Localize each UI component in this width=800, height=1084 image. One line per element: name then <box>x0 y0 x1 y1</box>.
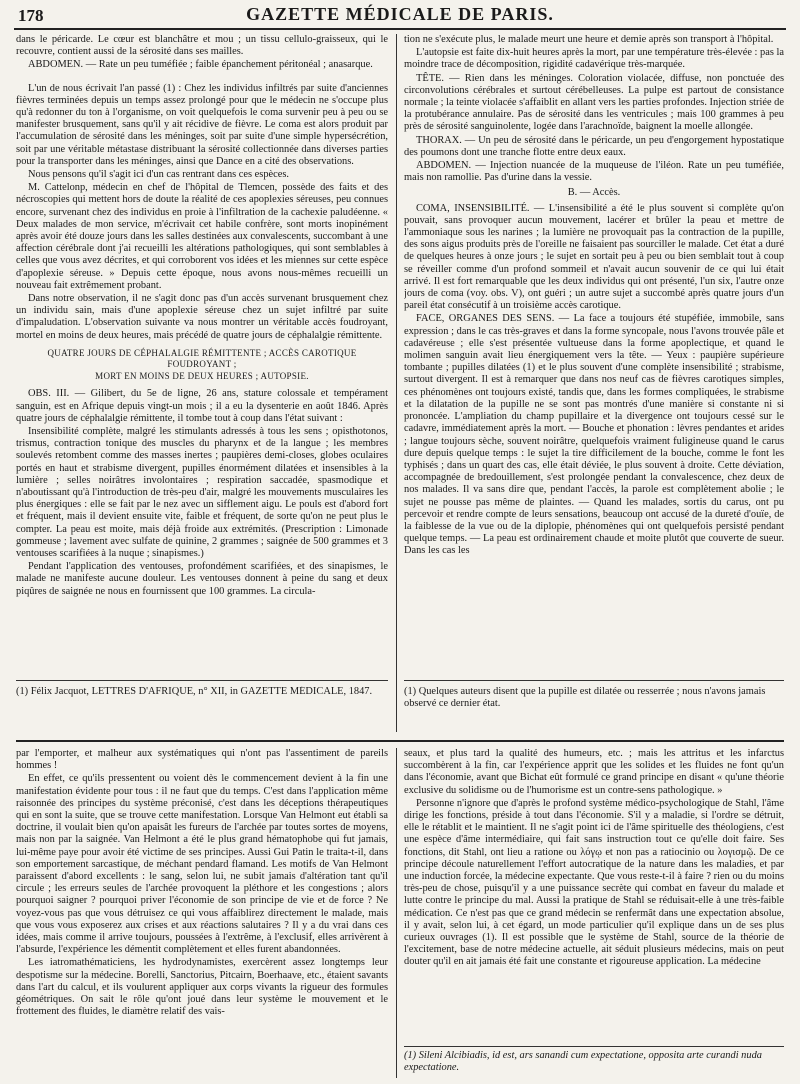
footnote-rule <box>404 1046 784 1047</box>
paragraph: En effet, ce qu'ils pressentent ou voient dès le commencement devient à la fin une manifestation évidente pour tous : il ne faut que du temps. C'est dans l'application même raisonnée des principes du système préconisé, c'est dans les déceptions thérapeutiques qui en sont la suite, que se trouve cette manifestation. Lorsque Van Helmont eut établi sa doctrine, il voulait bien qu'on apaisât les fureurs de l'archée par toutes sortes de moyens, mais non par la saignée. Van Helmont a été le plus grand hématophobe qui fut jamais, lui-même paye pour avoir été victime de ses principes. Aussi Gui Patin le traita-t-il, dans son emportement sarcastique, de méchant pendard flamand. Les motifs de Van Helmont paraissent d'abord excellents : le sang, selon lui, ne subit jamais d'altération tant qu'il circule ; les erreurs seules de l'archée provoquent la pléthore et les congestions ; alors pourquoi saigner ? pourquoi priver l'économie de son principe de vie et de force ? Ne voyez-vous pas que vous détruisez ce qui vous affaiblirez directement le malade, mais que vous vous exposerez aux crises et aux réactions salutaires ? Il y a du vrai dans ces idées, mais comme il arrive toujours, poussées à l'extrême, à l'exclusif, elles arrivèrent à l'absurde, l'expérience les démentit complètement et elles furent abandonnées. <box>16 773 388 956</box>
paragraph: OBS. III. — Gilibert, du 5e de ligne, 26 ans, stature colossale et tempérament sanguin, est en Afrique depuis vingt-un mois ; il a eu la dysenterie en août 1846. Après quatre jours de céphalalgie rémittente, il tombe tout à coup dans l'état suivant : <box>16 388 388 424</box>
paragraph: seaux, et plus tard la qualité des humeurs, etc. ; mais les attritus et les infarctus succombèrent à la fin, car l'expérience apprit que les solides et les fluides ne font qu'un dans l'économie, avant que Bichat eût formulé ce grand principe en disant « qu'une théorie exclusive du solidisme ou de l'humorisme est un contre-sens pathologique. » <box>404 748 784 796</box>
paragraph: M. Cattelonp, médecin en chef de l'hôpital de Tlemcen, possède des faits et des nécroscopies qui mettent hors de doute la réalité de ces apoplexies séreuses, peu connues encore, survenant chez des individus en proie à l'infiltration de la cachexie paludéenne. « Deux malades de mon service, m'écrivait cet habile confrère, sont morts inopinément après avoir été douze jours dans les salles destinées aux convalescents, succombant à une affection cérébrale dont j'ai recueilli les altérations pathologiques, qui sont semblables à celles que vous avez décrites, et qui corroborent vos idées et les miennes sur cette espèce d'apoplexie séreuse. » Depuis cette époque, nous avons nous-mêmes recueilli un nouveau fait extrêmement probant. <box>16 182 388 291</box>
paragraph: COMA, INSENSIBILITÉ. — L'insensibilité a été le plus souvent si complète qu'on pouvait, sans provoquer aucun mouvement, lacérer et brûler la peau et mettre de l'ammoniaque sous les narines ; la lumière ne provoquait pas la contraction de la pupille, des sons aigus produits près de l'oreille ne faisaient pas sourciller le malade. Cet état a duré de quelques heures à onze jours ; le sujet en sortait peu à peu ou bien semblait tout à coup se réveiller comme d'un profond sommeil et n'avait aucun souvenir de ce qui lui était arrivé. Il est fort remarquable que les deux individus qui ont présenté, l'un six, l'autre onze jours de coma (voy. obs. V), ont guéri ; un autre sujet a succombé après quatre jours d'un pareil état consécutif à un troisième accès carotique. <box>404 202 784 312</box>
paragraph: par l'emporter, et malheur aux systématiques qui n'ont pas l'assentiment de pareils hommes ! <box>16 748 388 772</box>
paragraph: dans le péricarde. Le cœur est blanchâtre et mou ; un tissu cellulo-graisseux, qui le recouvre, contient aussi de la sérosité dans ses mailles. <box>16 34 388 58</box>
page-header <box>14 4 786 30</box>
journal-title: GAZETTE MÉDICALE DE PARIS. <box>246 4 554 24</box>
paragraph: Les iatromathématiciens, les hydrodynamistes, exercèrent assez longtemps leur despotisme sur la médecine. Borelli, Sanctorius, Pitcairn, Boerhaave, etc., étaient savants dans l'art du calcul, et ils voulurent appliquer aux corps vivants la rigueur des formules géométriques. On sait le rôle qu'ont joué dans leur système le mouvement et le frottement des fluides, le diamètre relatif des vais- <box>16 957 388 1018</box>
paragraph: FACE, ORGANES DES SENS. — La face a toujours été stupéfiée, immobile, sans expression ; dans le cas très-graves et dans la forme syncopale, nous l'avons trouvée pâle et cadavéreuse ; elle s'est présentée vultueuse dans la forme apoplectique, et quand le molimen sanguin avait lieu énergiquement vers la tête. — Yeux : paupière supérieure tombante ; pupilles dilatées (1) et le plus souvent d'une complète insensibilité ; strabisme, surtout divergent. Il est à remarquer que dans nos neuf cas de fièvres carotiques simples, ces phénomènes ont toujours existé, tandis que, dans les formes compliquées, le strabisme et la dilatation de la pupille ne se sont pas montrés d'une manière si constante ni si prononcée. L'ampliation du champ pupillaire et la divergence ont toujours cessé sur le cadavre, immédiatement après la mort. — Bouche et phonation : lèvres pendantes et arides ; langue toujours sèche, souvent noirâtre, quelquefois vraiment fuligineuse quand le carus dure depuis quelque temps : le sujet la tire difficilement de la bouche, comme le font les typhisés ; dans un quart des cas, elle était déviée, le plus souvent à droite. Cette déviation, accompagnée de bredouillement, s'est prolongée pendant la convalescence, chez deux de nos malades. Il va sans dire que, pendant l'accès, la parole est complètement abolie ; le sujet ne pousse pas même de plaintes. — Quand les malades, sortis du carus, ont pu percevoir et rendre compte de leurs sensations, beaucoup ont accusé de la dureté d'ouïe, de la faiblesse de la vue ou de la diplopie, phénomènes qui ont quelquefois persisté pendant quelque temps. — La peau est ordinairement chaude et moite plutôt que couverte de sueur. Dans les cas les <box>404 313 784 557</box>
paragraph: Pendant l'application des ventouses, profondément scarifiées, et des sinapismes, le malade ne manifeste aucune douleur. Les ventouses donnent à peine du sang et deux piqûres de saignée ne nous en fournissent que 100 grammes. La circula- <box>16 561 388 597</box>
paragraph: THORAX. — Un peu de sérosité dans le péricarde, un peu d'engorgement hypostatique des poumons dont une tranche flotte entre deux eaux. <box>404 134 784 158</box>
footnote: (1) Sileni Alcibiadis, id est, ars sanandi cum expectatione, opposita arte curandi nuda expectatione. <box>404 1050 762 1074</box>
paragraph: Dans notre observation, il ne s'agit donc pas d'un accès survenant brusquement chez un individu sain, mais d'une apoplexie séreuse chez un sujet infiltré par suite d'impaludation. L'observation suivante va nous montrer un véritable accès foudroyant, mortel en moins de deux heures, mais précédé de quatre jours de céphalalgie rémittente. <box>16 293 388 341</box>
section-divider <box>16 740 784 742</box>
lower-right-column <box>404 748 784 1040</box>
section-heading: B. — Accès. <box>567 187 621 199</box>
case-heading <box>16 348 388 383</box>
footnote-rule <box>404 680 784 681</box>
paragraph: ABDOMEN. — Injection nuancée de la muqueuse de l'iléon. Rate un peu tuméfiée, mais non ramollie. Pas d'urine dans la vessie. <box>404 160 784 184</box>
paragraph: L'autopsie est faite dix-huit heures après la mort, par une température très-élevée : pas la moindre trace de décomposition, rigidité cadavérique très-marquée. <box>404 47 784 71</box>
paragraph: TÊTE. — Rien dans les méninges. Coloration violacée, diffuse, non ponctuée des circonvolutions cérébrales et surtout cérébelleuses. La pulpe est partout de consistance normale ; la teinte violacée s'affaiblit en allant vers les parties profondes. Injection striée de la protubérance annulaire. Pas de sérosité dans les ventricules ; mais 100 grammes à peu près de sérosité sanguinolente, logée dans l'arachnoïde, baignent la moelle allongée. <box>404 72 784 133</box>
upper-right-column <box>404 34 784 674</box>
upper-left-column <box>16 34 388 660</box>
case-heading-line: QUATRE JOURS DE CÉPHALALGIE RÉMITTENTE ; ACCÈS CAROTIQUE FOUDROYANT ; <box>47 347 357 370</box>
footnote: (1) Félix Jacquot, LETTRES D'AFRIQUE, n° XII, in GAZETTE MÉDICALE, 1847. <box>16 686 373 697</box>
case-heading-line: MORT EN MOINS DE DEUX HEURES ; AUTOPSIE. <box>95 370 309 381</box>
paragraph: Insensibilité complète, malgré les stimulants adressés à tous les sens ; opisthotonos, trismus, contraction tonique des muscles du pharynx et de la langue ; les membres soulevés retombent comme des masses inertes ; paupières demi-closes, globes oculaires portés en haut et strabisme divergent, pupilles énormément dilatées et insensibles à la lumière ; selles noirâtres involontaires ; respiration saccadée, spasmodique et n'aboutissant qu'à l'introduction de très-peu d'air, malgré les mouvements musculaires les plus énergiques : elle se fait par le nez avec un sifflement aigu. Le pouls est d'abord fort et fréquent, mais il devient ensuite vite, faible et fréquent, de sorte qu'on ne peut plus le compter. La peau est moite, mais déjà froide aux extrémités. (Prescription : Limonade gommeuse ; lavement avec sulfate de quinine, 2 grammes ; saignée de 500 grammes et 3 ventouses scarifiées à la nuque ; sinapismes.) <box>16 425 388 560</box>
page-number: 178 <box>18 6 44 25</box>
lower-left-column <box>16 748 388 1078</box>
paragraph: ABDOMEN. — Rate un peu tuméfiée ; faible épanchement péritonéal ; anasarque. <box>28 59 373 71</box>
paragraph: Personne n'ignore que d'après le profond système médico-psychologique de Stahl, l'âme dirige les fonctions, préside à tout dans l'économie. S'il y a maladie, si l'ordre se détruit, elle le rétablit et le maintient. Il ne s'agit point ici de l'âme spirituelle des théologiens, c'est une espèce d'âme intermédiaire, qui fait sans instruction tout ce qu'elle doit faire. Ses fonctions, dit Stahl, ont lieu a ratione ou λόγῳ et non pas a ratiocinio ou λογισμῷ. De ce principe découle naturellement l'effort autocratique de la nature dans les maladies, et par une induction forcée, la médecine expectante. Que vous reste-t-il à faire ? rien ou du moins très-peu de chose, puisqu'il y a une puissance secrète qui combat en faveur du malade et lutte contre le principe du mal. Aussi la pratique de Stahl se réduisait-elle à une très-faible médication. Ce n'est pas que ce grand médecin se renfermât dans une expectation absolue, il y avait, selon lui, à cet égard, un mode particulier qu'il explique dans un de ses plus curieux ouvrages (1). Il est possible que le système de Stahl, source de la théorie de l'excitement, base de notre médecine actuelle, ait séduit plusieurs médecins, mais on peut douter qu'il en ait jamais été fait une constante et rigoureuse application. La médecine <box>404 797 784 968</box>
paragraph: tion ne s'exécute plus, le malade meurt une heure et demie après son transport à l'hôpital. <box>404 34 774 45</box>
column-divider <box>396 748 397 1078</box>
paragraph: Nous pensons qu'il s'agit ici d'un cas rentrant dans ces espèces. <box>28 169 289 181</box>
column-divider <box>396 34 397 732</box>
footnote-rule <box>16 680 388 681</box>
footnote: (1) Quelques auteurs disent que la pupille est dilatée ou resserrée ; nous n'avons jamais observé ce dernier état. <box>404 686 766 710</box>
paragraph: L'un de nous écrivait l'an passé (1) : Chez les individus infiltrés par suite d'anciennes fièvres terminées depuis un temps assez prolongé pour que le médecin ne s'occupe plus qu'à redonner du ton à l'organisme, on voit quelquefois le coma survenir peu à peu ou se manifester brusquement, sans qu'il y ait récidive de fièvre. Le coma est alors produit par l'accumulation de sérosité dans les méninges, soit par suite d'une simple hypersécrétion, soit par une véritable métastase distribuant la sérosité collectionnée dans diverses parties pour la transporter dans les méninges, ainsi que Dance en a cité des observations. <box>16 82 388 167</box>
